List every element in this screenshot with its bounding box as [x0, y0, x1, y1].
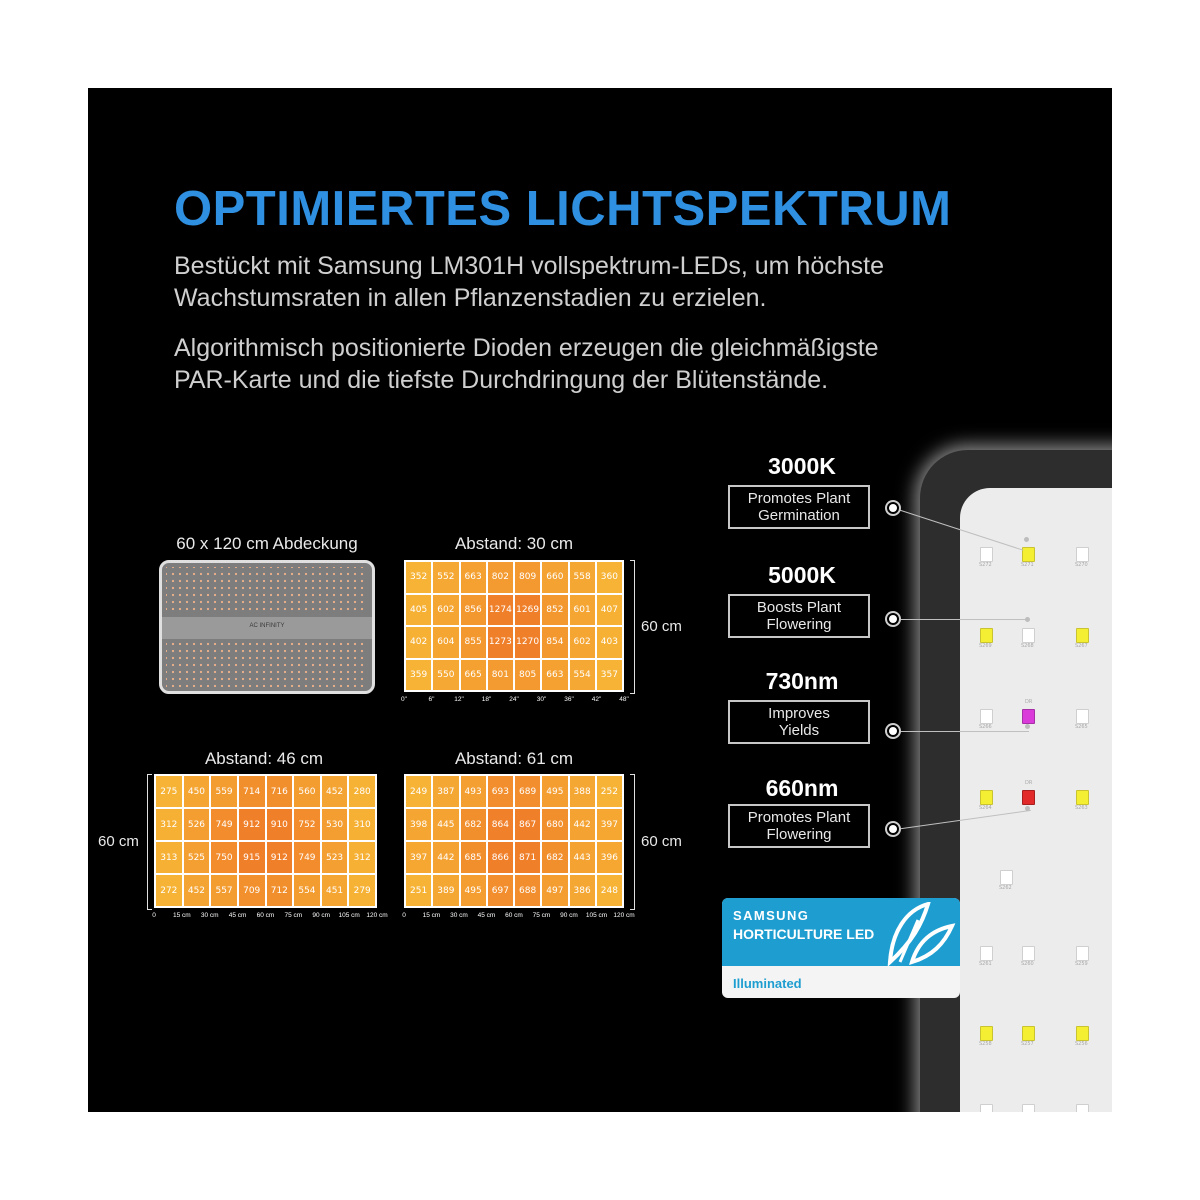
axis-tick-label: 15 cm	[422, 912, 441, 919]
par-cell: 852	[542, 595, 567, 626]
par-cell: 689	[515, 776, 540, 807]
connector-line-730nm	[895, 731, 1029, 732]
axis-tick-label: 120 cm	[613, 912, 635, 919]
par-cell: 663	[542, 660, 567, 691]
par-cell: 680	[542, 809, 567, 840]
spec-730nm-line-1: Improves	[768, 705, 830, 722]
par-cell: 402	[406, 627, 431, 658]
axis-tick-label: 90 cm	[312, 912, 331, 919]
par-map-61-height-label: 60 cm	[641, 833, 682, 850]
par-cell: 386	[570, 875, 595, 906]
par-cell: 493	[461, 776, 486, 807]
par-cell: 442	[570, 809, 595, 840]
par-cell: 552	[433, 562, 458, 593]
par-cell: 359	[406, 660, 431, 691]
par-cell: 452	[184, 875, 210, 906]
led-s261	[980, 946, 993, 961]
led-code: S266	[979, 724, 992, 730]
par-map-61-label: Abstand: 61 cm	[454, 749, 574, 768]
axis-tick-label: 60 cm	[505, 912, 523, 919]
par-cell: 248	[597, 875, 622, 906]
led-code: S267	[1075, 643, 1088, 649]
led-code: S269	[979, 643, 992, 649]
par-cell: 915	[239, 842, 265, 873]
par-cell: 714	[239, 776, 265, 807]
led-s268-5000k	[1022, 628, 1035, 643]
connector-dot-730nm	[1025, 724, 1030, 729]
spec-660nm-title: 660nm	[765, 775, 839, 801]
par-cell: 802	[488, 562, 513, 593]
badge-illuminated: Illuminated	[733, 976, 802, 991]
led-code: S264	[979, 805, 992, 811]
led-s258	[980, 1026, 993, 1041]
led-s267	[1076, 628, 1089, 643]
spec-3000k-connector	[887, 502, 899, 514]
par-cell: 749	[294, 842, 320, 873]
axis-tick-label: 0"	[401, 696, 407, 703]
par-map-61-bracket	[630, 774, 635, 910]
spec-5000k-box	[728, 594, 870, 638]
spec-730nm-connector	[887, 725, 899, 737]
diode-line-1: Algorithmisch positionierte Dioden erzeugen die gleichmäßigste	[174, 334, 879, 362]
par-map-30-height-label: 60 cm	[641, 618, 682, 635]
led-s272	[980, 547, 993, 562]
par-cell: 750	[211, 842, 237, 873]
par-cell: 396	[597, 842, 622, 873]
par-cell: 602	[570, 627, 595, 658]
led-s271-3000k	[1022, 547, 1035, 562]
coverage-plate-logo: AC INFINITY	[249, 623, 285, 629]
par-cell: 663	[461, 562, 486, 593]
par-cell: 557	[211, 875, 237, 906]
par-cell: 712	[267, 875, 293, 906]
diode-line-2: PAR-Karte und die tiefste Durchdringung der Blütenstände.	[174, 366, 829, 394]
par-cell: 682	[542, 842, 567, 873]
par-cell: 558	[570, 562, 595, 593]
spec-3000k-box	[728, 485, 870, 529]
spec-660nm-connector	[887, 823, 899, 835]
par-cell: 275	[156, 776, 182, 807]
spec-730nm-title: 730nm	[765, 668, 839, 694]
par-cell: 805	[515, 660, 540, 691]
led-code: S271	[1021, 562, 1034, 568]
intro-line-1: Bestückt mit Samsung LM301H vollspektrum-LEDs, um höchste	[174, 252, 884, 280]
par-cell: 693	[488, 776, 513, 807]
spec-5000k-connector	[887, 613, 899, 625]
par-cell: 279	[349, 875, 375, 906]
led-code: S268	[1021, 643, 1034, 649]
par-map-46-bracket	[147, 774, 152, 910]
led-s269	[980, 628, 993, 643]
par-cell: 495	[461, 875, 486, 906]
par-cell: 398	[406, 809, 431, 840]
par-cell: 497	[542, 875, 567, 906]
par-cell: 451	[322, 875, 348, 906]
par-cell: 866	[488, 842, 513, 873]
axis-tick-label: 60 cm	[256, 912, 275, 919]
par-cell: 388	[570, 776, 595, 807]
led-code: S257	[1021, 1041, 1034, 1047]
spec-730nm-line-2: Yields	[778, 722, 820, 739]
par-cell: 854	[542, 627, 567, 658]
par-cell: 559	[211, 776, 237, 807]
led-s266	[980, 709, 993, 724]
led-code: S259	[1075, 961, 1088, 967]
axis-tick-label: 30"	[536, 696, 547, 703]
spec-3000k-line-2: Germination	[758, 507, 840, 524]
par-cell: 688	[515, 875, 540, 906]
led-s256	[1076, 1026, 1089, 1041]
par-cell: 407	[597, 595, 622, 626]
par-cell: 685	[461, 842, 486, 873]
par-cell: 249	[406, 776, 431, 807]
connector-dot-3000k	[1024, 537, 1029, 542]
par-map-46-height-label: 60 cm	[98, 833, 139, 850]
par-cell: 1270	[515, 627, 540, 658]
par-cell: 403	[597, 627, 622, 658]
led-code: S261	[979, 961, 992, 967]
badge-brand: SAMSUNG	[733, 908, 810, 923]
led-code: S272	[979, 562, 992, 568]
led-s270	[1076, 547, 1089, 562]
led-code: S256	[1075, 1041, 1088, 1047]
par-cell: 1269	[515, 595, 540, 626]
par-cell: 313	[156, 842, 182, 873]
axis-tick-label: 90 cm	[560, 912, 578, 919]
intro-line-2: Wachstumsraten in allen Pflanzenstadien zu erzielen.	[174, 284, 767, 312]
axis-tick-label: 18"	[481, 696, 492, 703]
par-cell: 360	[597, 562, 622, 593]
par-cell: 312	[156, 809, 182, 840]
par-cell: 660	[542, 562, 567, 593]
axis-tick-label: 24"	[509, 696, 519, 703]
spec-660nm-line-2: Flowering	[766, 826, 832, 843]
led-code: S263	[1075, 805, 1088, 811]
par-cell: 280	[349, 776, 375, 807]
par-cell: 530	[322, 809, 348, 840]
diode-paragraph	[174, 332, 879, 396]
spec-3000k-line-1: Promotes Plant	[747, 490, 851, 507]
connector-dot-660nm	[1025, 806, 1030, 811]
par-cell: 550	[433, 660, 458, 691]
par-cell: 665	[461, 660, 486, 691]
par-cell: 864	[488, 809, 513, 840]
par-cell: 526	[184, 809, 210, 840]
led-s259	[1076, 946, 1089, 961]
par-cell: 912	[267, 842, 293, 873]
axis-tick-label: 45 cm	[228, 912, 247, 919]
connector-dot-5000k	[1025, 617, 1030, 622]
par-cell: 856	[461, 595, 486, 626]
par-map-30	[404, 560, 624, 692]
par-map-61	[404, 774, 624, 908]
par-map-46	[154, 774, 377, 908]
axis-tick-label: 0	[402, 912, 406, 919]
led-code: DR	[1025, 699, 1033, 705]
par-cell: 749	[211, 809, 237, 840]
par-cell: 251	[406, 875, 431, 906]
par-map-30-label: Abstand: 30 cm	[454, 534, 574, 553]
intro-paragraph	[174, 250, 884, 314]
par-cell: 443	[570, 842, 595, 873]
par-cell: 397	[597, 809, 622, 840]
par-cell: 310	[349, 809, 375, 840]
par-cell: 716	[267, 776, 293, 807]
par-cell: 450	[184, 776, 210, 807]
par-cell: 604	[433, 627, 458, 658]
axis-tick-label: 75 cm	[532, 912, 551, 919]
led-code: S260	[1021, 961, 1034, 967]
par-cell: 554	[294, 875, 320, 906]
axis-tick-label: 105 cm	[338, 912, 360, 919]
par-cell: 397	[406, 842, 431, 873]
led-bottom-3	[1076, 1104, 1089, 1112]
led-s262	[1000, 870, 1013, 885]
led-730nm	[1022, 709, 1035, 724]
axis-tick-label: 36"	[564, 696, 574, 703]
par-cell: 525	[184, 842, 210, 873]
spec-730nm-box	[728, 700, 870, 744]
axis-tick-label: 30 cm	[450, 912, 468, 919]
par-map-46-label: Abstand: 46 cm	[204, 749, 324, 768]
par-cell: 801	[488, 660, 513, 691]
axis-tick-label: 120 cm	[366, 912, 388, 919]
axis-tick-label: 105 cm	[585, 912, 608, 919]
par-cell: 405	[406, 595, 431, 626]
par-cell: 554	[570, 660, 595, 691]
axis-tick-label: 45 cm	[477, 912, 496, 919]
product-panel	[88, 88, 1112, 1112]
spec-660nm-line-1: Promotes Plant	[747, 809, 851, 826]
par-cell: 357	[597, 660, 622, 691]
axis-tick-label: 0	[152, 912, 156, 919]
led-s265	[1076, 709, 1089, 724]
par-cell: 602	[433, 595, 458, 626]
page-title: OPTIMIERTES LICHTSPEKTRUM	[174, 182, 952, 236]
par-cell: 912	[239, 809, 265, 840]
par-cell: 445	[433, 809, 458, 840]
led-code: S262	[999, 885, 1012, 891]
coverage-label: 60 x 120 cm Abdeckung	[176, 534, 358, 553]
par-cell: 495	[542, 776, 567, 807]
par-cell: 312	[349, 842, 375, 873]
par-cell: 560	[294, 776, 320, 807]
axis-tick-label: 75 cm	[284, 912, 303, 919]
axis-tick-label: 15 cm	[173, 912, 191, 919]
axis-tick-label: 6"	[428, 696, 435, 703]
par-cell: 752	[294, 809, 320, 840]
par-cell: 442	[433, 842, 458, 873]
spec-5000k-title: 5000K	[768, 562, 836, 588]
leaf-icon	[882, 902, 956, 966]
par-cell: 601	[570, 595, 595, 626]
par-cell: 272	[156, 875, 182, 906]
led-code: S270	[1075, 562, 1088, 568]
par-cell: 871	[515, 842, 540, 873]
axis-tick-label: 42"	[591, 696, 602, 703]
led-660nm	[1022, 790, 1035, 805]
led-s260	[1022, 946, 1035, 961]
par-cell: 682	[461, 809, 486, 840]
par-cell: 855	[461, 627, 486, 658]
par-cell: 523	[322, 842, 348, 873]
par-cell: 867	[515, 809, 540, 840]
spec-5000k-line-2: Flowering	[766, 616, 832, 633]
par-cell: 1273	[488, 627, 513, 658]
connector-line-5000k	[895, 619, 1029, 620]
par-cell: 389	[433, 875, 458, 906]
par-cell: 452	[322, 776, 348, 807]
led-s263	[1076, 790, 1089, 805]
par-cell: 352	[406, 562, 431, 593]
par-cell: 1274	[488, 595, 513, 626]
par-cell: 252	[597, 776, 622, 807]
spec-5000k-line-1: Boosts Plant	[756, 599, 842, 616]
led-bottom-1	[980, 1104, 993, 1112]
spec-3000k-title: 3000K	[768, 453, 836, 479]
led-s264	[980, 790, 993, 805]
led-code: S258	[979, 1041, 992, 1047]
led-code: DR	[1025, 780, 1033, 786]
axis-tick-label: 48"	[619, 696, 629, 703]
led-code: S265	[1075, 724, 1088, 730]
par-cell: 387	[433, 776, 458, 807]
par-cell: 910	[267, 809, 293, 840]
par-cell: 809	[515, 562, 540, 593]
led-bottom-2	[1022, 1104, 1035, 1112]
axis-tick-label: 30 cm	[200, 912, 219, 919]
spec-660nm-box	[728, 804, 870, 848]
axis-tick-label: 12"	[454, 696, 464, 703]
led-s257	[1022, 1026, 1035, 1041]
coverage-plate	[159, 560, 375, 694]
par-map-30-bracket	[630, 560, 635, 694]
par-cell: 709	[239, 875, 265, 906]
badge-product-line: HORTICULTURE LED	[733, 926, 875, 942]
samsung-horticulture-badge	[722, 898, 960, 998]
par-cell: 697	[488, 875, 513, 906]
